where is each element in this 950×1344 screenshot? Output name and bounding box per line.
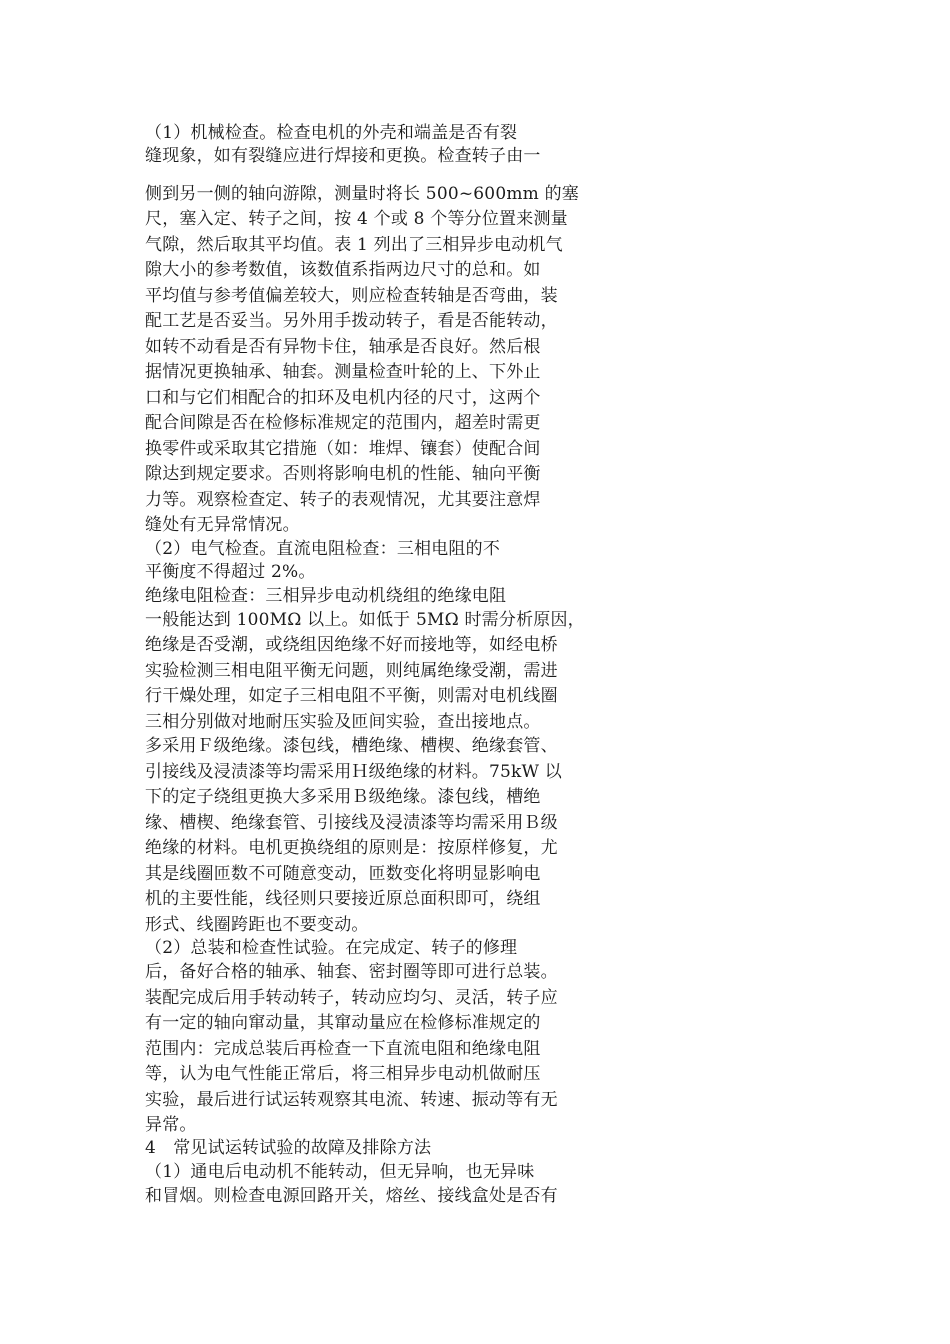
text-line: 配合间隙是否在检修标准规定的范围内，超差时需更 [145,413,541,433]
text-line: 绝缘电阻检查：三相异步电动机绕组的绝缘电阻 [145,586,507,606]
text-line: 缝现象，如有裂缝应进行焊接和更换。检查转子由一 [145,146,541,166]
text-line: 其是线圈匝数不可随意变动，匝数变化将明显影响电 [145,864,541,884]
text-line: 装配完成后用手转动转子，转动应均匀、灵活，转子应 [145,988,558,1008]
text-line: 三相分别做对地耐压实验及匝间实验，查出接地点。 [145,712,541,732]
text-line: 形式、线圈跨距也不要变动。 [145,915,369,935]
text-line: 机的主要性能，线径则只要接近原总面积即可，绕组 [145,889,541,909]
text-line: 平均值与参考值偏差较大，则应检查转轴是否弯曲，装 [145,286,558,306]
text-line: 和冒烟。则检查电源回路开关，熔丝、接线盒处是否有 [145,1186,558,1206]
text-line: 有一定的轴向窜动量，其窜动量应在检修标准规定的 [145,1013,541,1033]
text-line: （2）电气检查。直流电阻检查：三相电阻的不 [145,539,501,559]
text-line: 行干燥处理，如定子三相电阻不平衡，则需对电机线圈 [145,686,558,706]
text-line: 多采用Ｆ级绝缘。漆包线，槽绝缘、槽楔、绝缘套管、 [145,736,558,756]
text-line: 一般能达到 100MΩ 以上。如低于 5MΩ 时需分析原因， [145,610,585,630]
text-line: 后，备好合格的轴承、轴套、密封圈等即可进行总装。 [145,962,558,982]
text-line: 等，认为电气性能正常后，将三相异步电动机做耐压 [145,1064,541,1084]
text-line: 隙大小的参考数值，该数值系指两边尺寸的总和。如 [145,260,541,280]
text-line: （2）总装和检查性试验。在完成定、转子的修理 [145,938,518,958]
text-line: 缘、槽楔、绝缘套管、引接线及浸渍漆等均需采用Ｂ级 [145,813,558,833]
text-line: 口和与它们相配合的扣环及电机内径的尺寸，这两个 [145,388,541,408]
text-line: 换零件或采取其它措施（如：堆焊、镶套）使配合间 [145,439,541,459]
text-line: 引接线及浸渍漆等均需采用Ｈ级绝缘的材料。75kW 以 [145,762,563,782]
text-line: 侧到另一侧的轴向游隙，测量时将长 500~600mm 的塞 [145,184,579,204]
text-line: 平衡度不得超过 2%。 [145,562,316,582]
text-line: 下的定子绕组更换大多采用Ｂ级绝缘。漆包线，槽绝 [145,787,541,807]
text-line: 力等。观察检查定、转子的表观情况，尤其要注意焊 [145,490,541,510]
text-line: 如转不动看是否有异物卡住，轴承是否良好。然后根 [145,337,541,357]
text-line: 异常。 [145,1115,197,1135]
text-line: （1）通电后电动机不能转动，但无异响，也无异味 [145,1162,535,1182]
section-heading: 4 常见试运转试验的故障及排除方法 [145,1138,432,1158]
text-line: 绝缘是否受潮，或绕组因绝缘不好而接地等，如经电桥 [145,635,558,655]
text-line: 实验，最后进行试运转观察其电流、转速、振动等有无 [145,1090,558,1110]
text-line: 绝缘的材料。电机更换绕组的原则是：按原样修复，尤 [145,838,558,858]
text-line: 隙达到规定要求。否则将影响电机的性能、轴向平衡 [145,464,541,484]
text-line: 范围内：完成总装后再检查一下直流电阻和绝缘电阻 [145,1039,541,1059]
text-line: （1）机械检查。检查电机的外壳和端盖是否有裂 [145,123,518,143]
text-line: 据情况更换轴承、轴套。测量检查叶轮的上、下外止 [145,362,541,382]
text-line: 配工艺是否妥当。另外用手拨动转子，看是否能转动， [145,311,558,331]
text-line: 实验检测三相电阻平衡无问题，则纯属绝缘受潮，需进 [145,661,558,681]
text-line: 气隙，然后取其平均值。表 1 列出了三相异步电动机气 [145,235,563,255]
text-line: 缝处有无异常情况。 [145,515,300,535]
text-line: 尺，塞入定、转子之间，按 4 个或 8 个等分位置来测量 [145,209,568,229]
